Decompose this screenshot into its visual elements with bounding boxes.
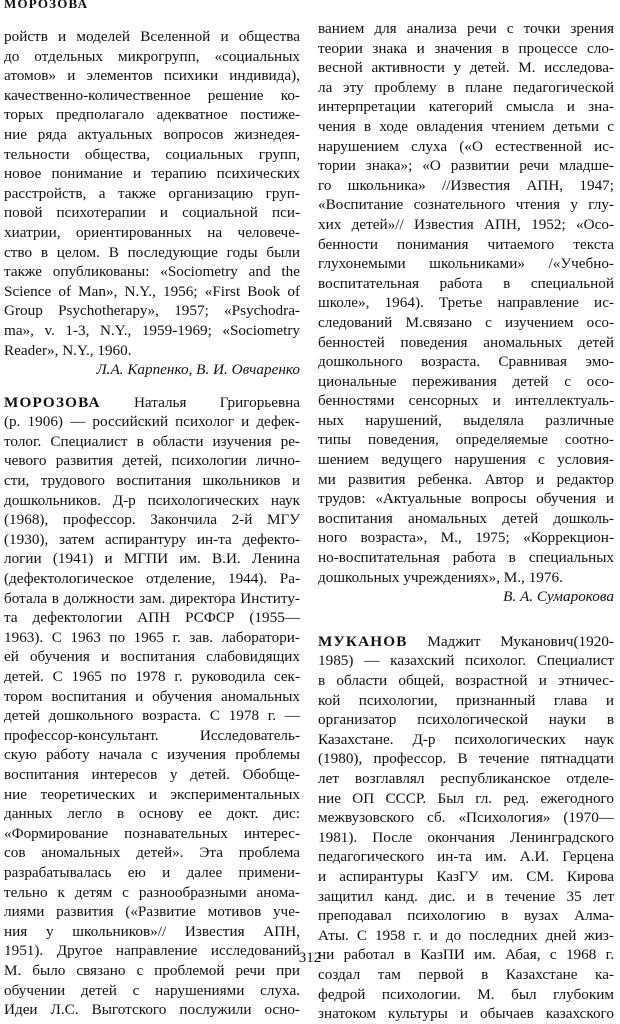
- text-line: (1930), затем аспирантуру ин-та дефекто-: [4, 530, 300, 548]
- text-line: дошкольных учреждениях», М., 1976.: [318, 568, 563, 586]
- text-line: но-воспитательная работа в специальных: [318, 549, 614, 567]
- text-line: ние теоретических и экспериментальных: [4, 785, 300, 803]
- text-line: ного возраста», М., 1975; «Коррекцион-: [318, 529, 614, 547]
- text-line: следований М.связано с изучением осо-: [318, 313, 614, 331]
- text-line: тельно к детям с разнообразными анома-: [4, 883, 300, 901]
- text-line: ных нарушений, выделяла различные: [318, 411, 614, 429]
- text-line: ла эту проблему в плане педагогической: [318, 78, 614, 96]
- text-line: сов аномальных детей». Эта проблема: [4, 844, 300, 862]
- text-line: знатоком культуры и обычаев казахского: [318, 1005, 614, 1023]
- entry-gap: [4, 380, 300, 393]
- text-line: ния у школьников»// Известия АПН,: [4, 922, 300, 940]
- text-line: 1963). С 1963 по 1965 г. зав. лаборатори-: [4, 628, 300, 646]
- text-line: кой психологии, признанный глава и: [318, 691, 614, 709]
- text-line: 1981). После окончания Ленинградского: [318, 828, 614, 846]
- text-line: (1968), профессор. Закончила 2-й МГУ: [4, 511, 300, 529]
- text-line: Аты. С 1958 г. и до последних дней жиз-: [318, 926, 614, 944]
- text-line: тором воспитания и обучения аномальных: [4, 687, 300, 705]
- text-line: ей обучения и воспитания слабовидящих: [4, 648, 300, 666]
- text-line: го школьника» //Известия АПН, 1947;: [318, 176, 614, 194]
- text-line: нарушением слуха («О естественной ис-: [318, 137, 614, 155]
- text-line: воспитательная работа в специальной: [318, 274, 614, 292]
- text-line: защитил канд. дис. и в течение 35 лет: [318, 887, 614, 905]
- text-line: сти, трудового воспитания школьников и: [4, 472, 300, 490]
- entry-headword: МУКАНОВ: [318, 632, 408, 650]
- text-line: бенности понимания читаемого текста: [318, 235, 614, 253]
- text-line: Идеи Л.С. Выготского послужили осно-: [4, 1001, 300, 1019]
- text-line: типы поведения, определяемые соотно-: [318, 431, 614, 449]
- left-column: [4, 27, 300, 1020]
- text-line: чения в ходе овладения чтением детьми с: [318, 117, 614, 135]
- text-line: тельности общества, социальных групп,: [4, 145, 300, 163]
- text-line: глухонемыми школьниками» /«Учебно-: [318, 255, 614, 273]
- text-line: ma», v. 1-3, N.Y., 1959-1969; «Sociometry: [4, 321, 300, 339]
- text-line: чевого развития детей, психологии лично-: [4, 452, 300, 470]
- entry-morozova: [4, 393, 300, 1020]
- text-line: та дефектологии АПН РСФСР (1955—: [4, 609, 300, 627]
- text-line: Science of Man», N.Y., 1956; «First Book of: [4, 282, 300, 300]
- text-line: детей. С 1965 по 1978 г. руководила сек-: [4, 668, 300, 685]
- entry-first-line: [318, 632, 614, 652]
- text-line: федрой психологии. М. был глубоким: [318, 985, 614, 1003]
- entry-headword: МОРОЗОВА: [4, 393, 101, 411]
- text-line: ботала в должности зам. директора Институ-: [4, 589, 300, 607]
- text-line: тории знака»; «О развитии речи младше-: [318, 157, 614, 175]
- text-line: данных легло в основу ее докт. дис:: [4, 805, 300, 823]
- text-line: дошкольников. Д-р психологических наук: [4, 491, 300, 509]
- text-line: (дефектологическое отделение, 1944). Ра-: [4, 570, 300, 588]
- text-line: теории знака и значения в процессе сло-: [318, 39, 614, 57]
- text-line: ни работал в КазПИ им. Абая, с 1968 г.: [318, 946, 614, 964]
- text-line: толог. Специалист в области изучения ре-: [4, 432, 300, 450]
- text-line: Reader», N.Y., 1960.: [4, 341, 132, 359]
- text-line: новое понимание и терапию психических: [4, 165, 300, 183]
- text-line: ми развития ребенка. Автор и редактор: [318, 470, 614, 488]
- text-line: школе», 1964). Третье направление ис-: [318, 294, 614, 312]
- previous-entry-signature: Л.А. Карпенко, В. И. Овчаренко: [96, 361, 300, 379]
- text-line: воспитания интересов у детей. Обобще-: [4, 765, 300, 783]
- text-line: Казахстане. Д-р психологических наук: [318, 730, 614, 748]
- text-line: ройств и моделей Вселенной и общества: [4, 28, 300, 45]
- text-line: циональные переживания детей с осо-: [318, 372, 614, 390]
- right-column: [318, 19, 614, 1024]
- text-line: бенностей поведения аномальных детей: [318, 333, 614, 351]
- text-line: и аспирантуры КазГУ им. СМ. Кирова: [318, 867, 614, 885]
- text-line: дошкольного возраста. Сравнивая эмо-: [318, 353, 614, 371]
- text-line: повой психотерапии и социальной пси-: [4, 204, 300, 222]
- text-line: создал там первой в Казахстане ка-: [318, 965, 614, 983]
- text-line: шением ведущего нарушения с условия-: [318, 451, 614, 469]
- text-line: также опубликованы: «Sociometry and the: [4, 263, 300, 281]
- text-line: профессор-консультант. Исследователь-: [4, 726, 300, 744]
- text-line: весной активности у детей. М. исследова-: [318, 59, 614, 77]
- previous-entry-continuation: [4, 27, 300, 360]
- text-line: (1980), профессор. В течение пятнадцати: [318, 750, 614, 768]
- text-line: лиями развития («Развитие мотивов уче-: [4, 903, 300, 921]
- text-line: расстройств, а также организацию груп-: [4, 184, 300, 202]
- text-line: ванием для анализа речи с точки зрения: [318, 20, 614, 37]
- entry-gap: [318, 607, 614, 632]
- text-line: ние ряда актуальных вопросов жизнедея-: [4, 125, 300, 143]
- running-header: МОРОЗОВА: [4, 0, 89, 11]
- text-line: скую работу начала с изучения проблемы: [4, 746, 300, 764]
- text-line: торых предполагало адекватное постиже-: [4, 106, 300, 124]
- entry-morozova-continuation: [318, 19, 614, 587]
- text-line: бенностями сенсорных и интеллектуаль-: [318, 392, 614, 410]
- entry-body: [318, 651, 614, 1023]
- text-line: атомов» и элементов психики индивида),: [4, 67, 300, 85]
- text-line: разрабатывалась ею и далее примени-: [4, 863, 300, 881]
- text-line: воспитания аномальных детей дошколь-: [318, 509, 614, 527]
- text-line: хиатрии, ориентированных на человече-: [4, 223, 300, 241]
- text-line: «Воспитание сознательного чтения у глу-: [318, 196, 614, 214]
- text-line: 1985) — казахский психолог. Специалист: [318, 652, 614, 670]
- entry-name: Наталья Григорьевна: [100, 393, 300, 411]
- text-line: ние ОП СССР. Был гл. ред. ежегодного: [318, 789, 614, 807]
- entry-body: [4, 412, 300, 1019]
- text-line: хих детей»// Известия АПН, 1952; «Осо-: [318, 215, 614, 233]
- entry-name: Маджит Муканович(1920-: [407, 632, 614, 650]
- text-line: логии (1941) и МГПИ им. В.И. Ленина: [4, 550, 300, 568]
- page-number: 312: [298, 950, 322, 966]
- text-line: межвузовского сб. «Психология» (1970—: [318, 809, 614, 827]
- entry-morozova-signature: В. А. Сумарокова: [503, 588, 614, 606]
- text-line: 1951). Другое направление исследований: [4, 942, 300, 960]
- text-line: Group Psychotherapy», 1957; «Psychodra-: [4, 302, 300, 320]
- text-line: лет возглавлял республиканское отделе-: [318, 769, 614, 787]
- text-line: интерпретации категорий смысла и зна-: [318, 98, 614, 116]
- text-line: М. было связано с проблемой речи при: [4, 961, 300, 979]
- text-line: организатор психологической науки в: [318, 711, 614, 729]
- text-line: детей дошкольного возраста. С 1978 г. —: [4, 707, 300, 725]
- text-line: ство в целом. В последующие годы были: [4, 243, 300, 261]
- text-line: «Формирование познавательных интерес-: [4, 824, 300, 842]
- text-line: качественно-количественное решение ко-: [4, 86, 300, 104]
- text-line: преподавал психологию в вузах Алма-: [318, 907, 614, 925]
- text-line: обучении детей с нарушениями слуха.: [4, 981, 300, 999]
- entry-first-line: [4, 393, 300, 413]
- text-line: в области общей, возрастной и этничес-: [318, 672, 614, 689]
- text-line: до отдельных микрогрупп, «социальных: [4, 47, 300, 65]
- text-line: трудов: «Актуальные вопросы обучения и: [318, 490, 614, 508]
- text-line: (р. 1906) — российский психолог и дефек-: [4, 413, 300, 431]
- text-line: педагогического ин-та им. А.И. Герцена: [318, 848, 614, 866]
